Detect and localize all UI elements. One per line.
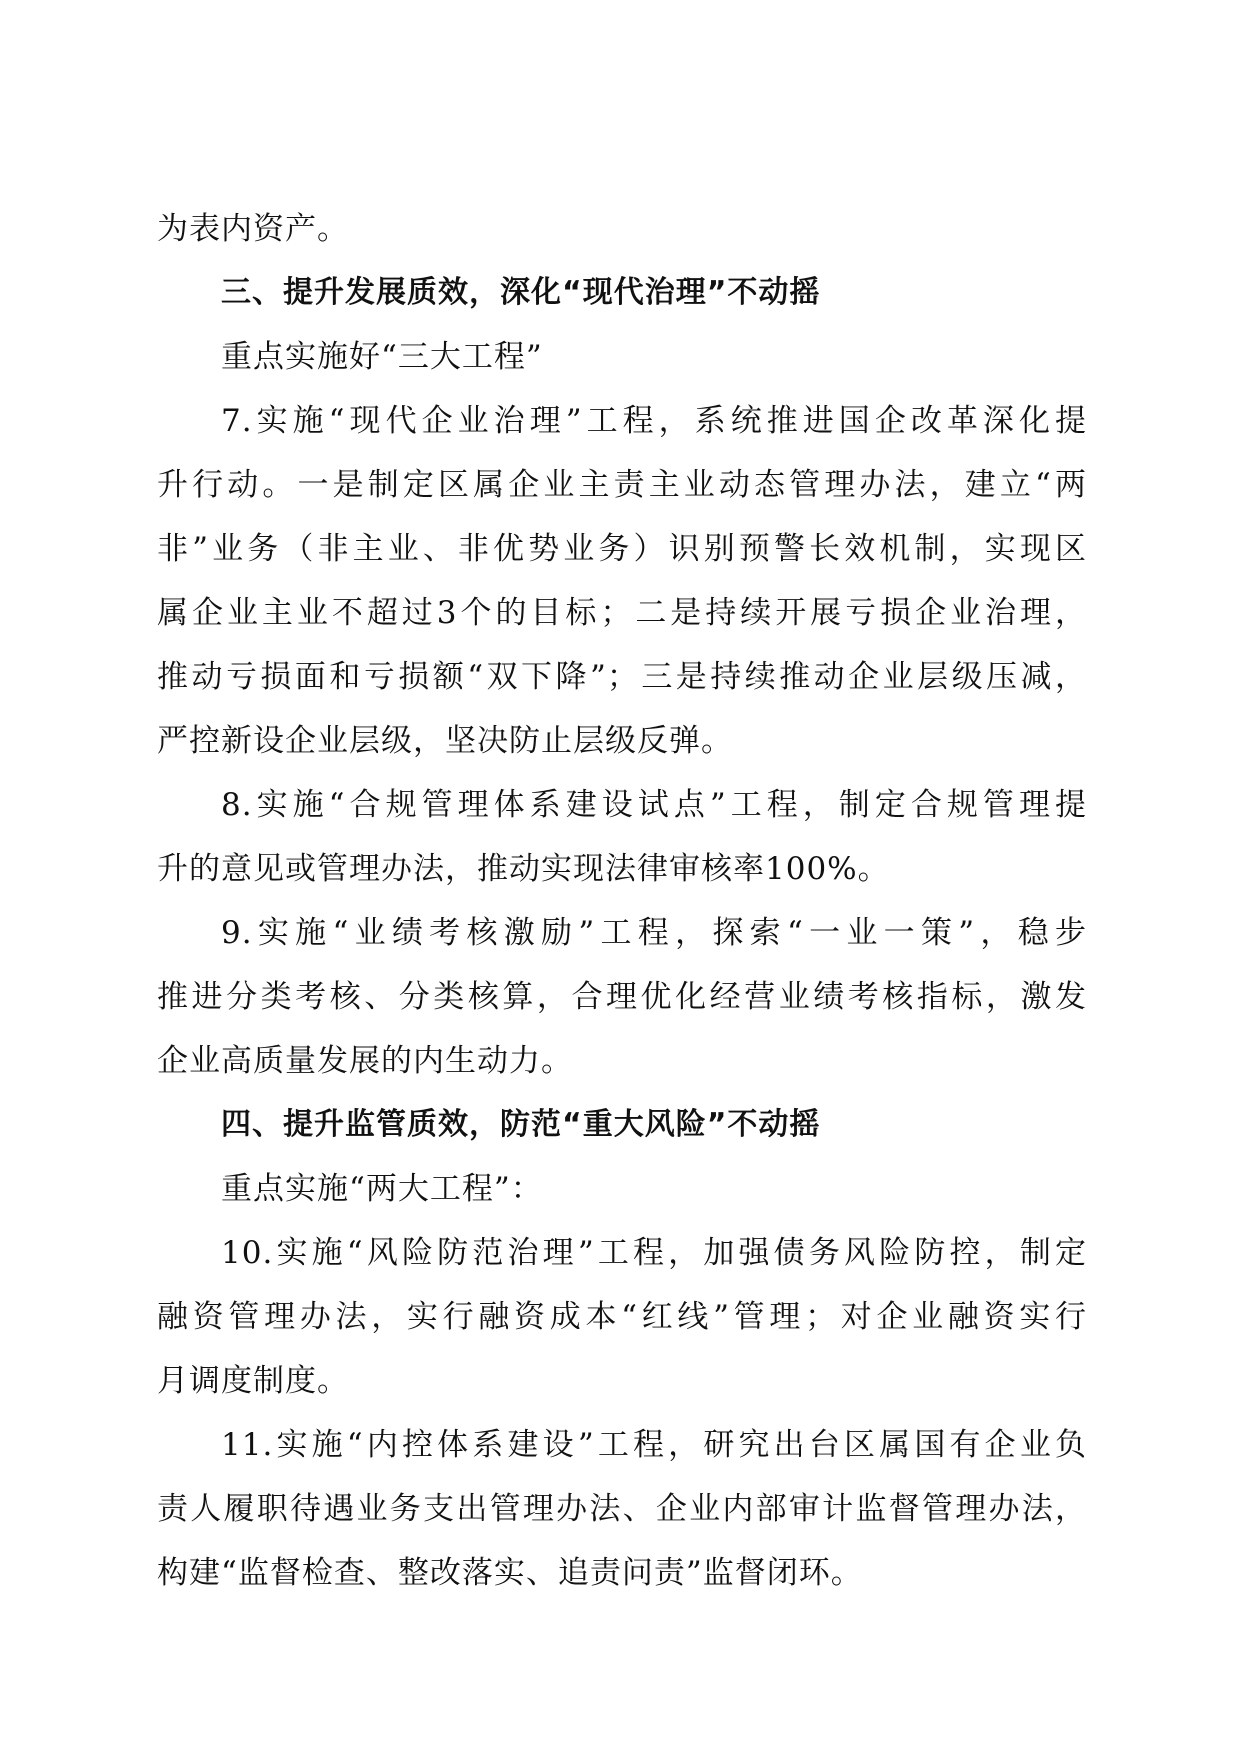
paragraph-line: 月调度制度。 — [157, 1363, 349, 1399]
paragraph-line: 升的意见或管理办法，推动实现法律审核率100%。 — [157, 851, 890, 887]
paragraph-line: 7.实施“现代企业治理”工程，系统推进国企改革深化提 — [221, 403, 1087, 439]
paragraph-line: 构建“监督检查、整改落实、追责问责”监督闭环。 — [157, 1555, 863, 1591]
paragraph-line: 9.实施“业绩考核激励”工程，探索“一业一策”，稳步 — [221, 915, 1087, 951]
paragraph-line: 责人履职待遇业务支出管理办法、企业内部审计监督管理办法， — [157, 1491, 1087, 1527]
section-heading-3: 三、提升发展质效，深化“现代治理”不动摇 — [221, 275, 821, 310]
paragraph-line: 严控新设企业层级，坚决防止层级反弹。 — [157, 723, 733, 759]
paragraph-line: 8.实施“合规管理体系建设试点”工程，制定合规管理提 — [221, 787, 1087, 823]
paragraph-line: 11.实施“内控体系建设”工程，研究出台区属国有企业负 — [221, 1427, 1087, 1463]
paragraph-line: 融资管理办法，实行融资成本“红线”管理；对企业融资实行 — [157, 1299, 1087, 1335]
paragraph-line: 10.实施“风险防范治理”工程，加强债务风险防控，制定 — [221, 1235, 1087, 1271]
document-body — [157, 197, 1087, 1605]
paragraph-line: 非”业务（非主业、非优势业务）识别预警长效机制，实现区 — [157, 531, 1087, 567]
paragraph-line: 企业高质量发展的内生动力。 — [157, 1043, 573, 1079]
paragraph-line: 升行动。一是制定区属企业主责主业动态管理办法，建立“两 — [157, 467, 1087, 503]
section-heading-4: 四、提升监管质效，防范“重大风险”不动摇 — [221, 1107, 821, 1142]
paragraph-line: 推动亏损面和亏损额“双下降”；三是持续推动企业层级压减， — [157, 659, 1087, 695]
subheading-line: 重点实施好“三大工程” — [221, 339, 543, 375]
paragraph-line: 属企业主业不超过3个的目标；二是持续开展亏损企业治理， — [157, 595, 1087, 631]
paragraph-line: 为表内资产。 — [157, 211, 349, 247]
paragraph-line: 推进分类考核、分类核算，合理优化经营业绩考核指标，激发 — [157, 979, 1087, 1015]
subheading-line: 重点实施“两大工程”： — [221, 1171, 543, 1207]
